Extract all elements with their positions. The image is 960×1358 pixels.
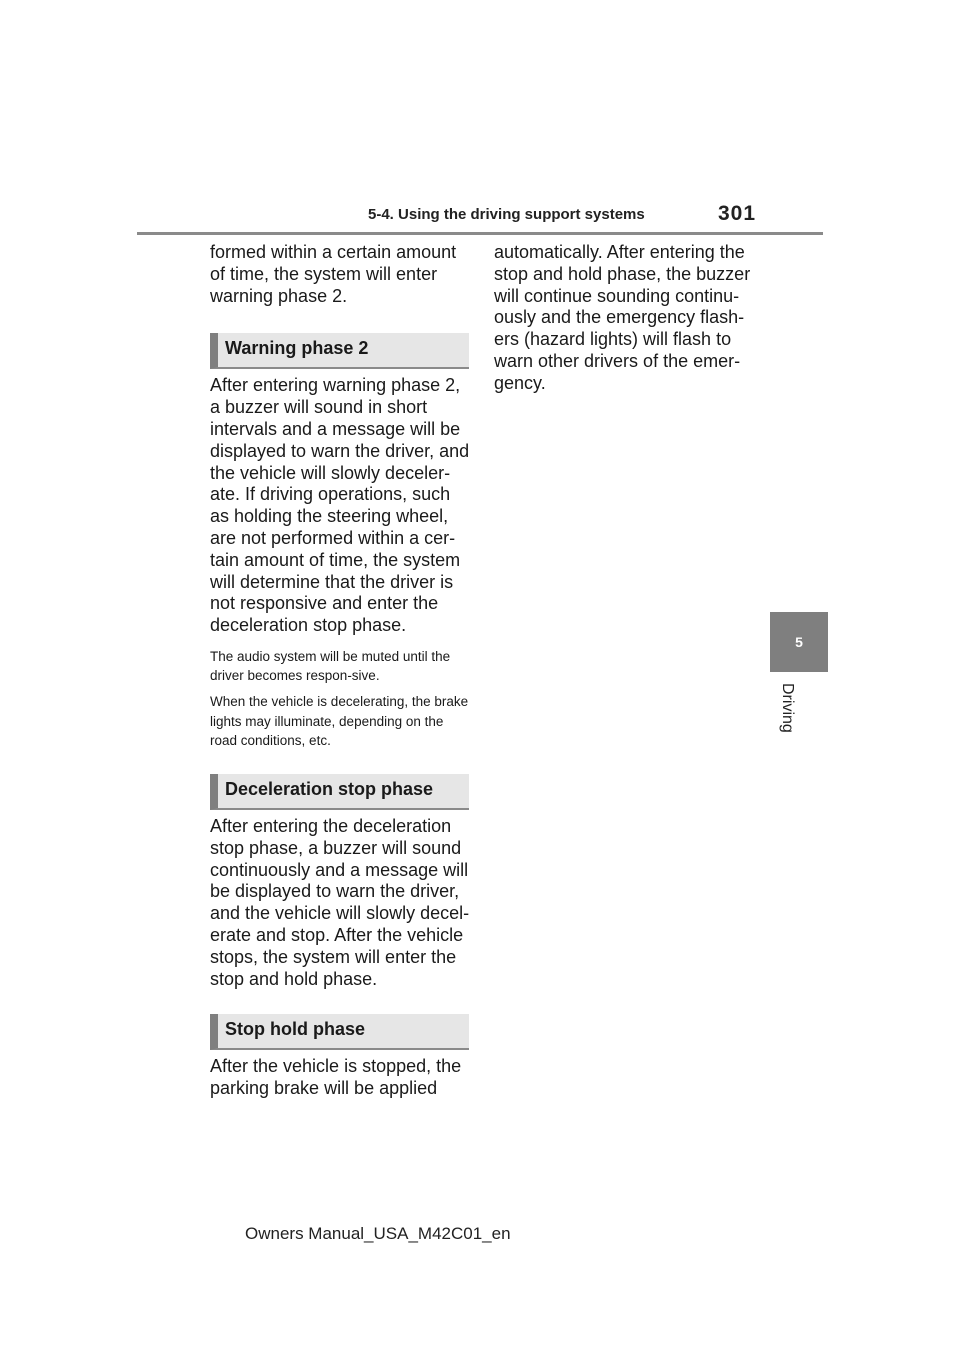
right-column — [494, 240, 756, 395]
footer-manual-id: Owners Manual_USA_M42C01_en — [245, 1224, 511, 1243]
page-number: 301 — [718, 202, 757, 225]
chapter-label: Driving — [779, 683, 796, 733]
deceleration-stop-phase-heading-text: Deceleration stop phase — [225, 778, 434, 799]
warning-phase-2-heading — [210, 333, 469, 369]
left-column — [210, 240, 472, 1100]
stop-hold-phase-heading-text: Stop hold phase — [225, 1019, 366, 1040]
warning-phase-2-heading-text: Warning phase 2 — [225, 338, 369, 359]
section-title: 5-4. Using the driving support systems — [368, 206, 645, 223]
deceleration-stop-phase-body: After entering the deceleration stop phase, a buzzer will sound continuously and a message will be displayed to warn the driver, and the vehicle will slowly decel-erate and stop. After the vehicle stops, the system will enter the stop and hold phase. — [210, 815, 470, 989]
header-divider — [137, 232, 823, 235]
intro-paragraph: formed within a certain amount of time, the system will enter warning phase 2. — [210, 242, 457, 306]
warning-phase-2-note-1: The audio system will be muted until the driver becomes respon-sive. — [210, 648, 451, 684]
warning-phase-2-note-2: When the vehicle is decelerating, the brake lights may illuminate, depending on the road conditions, etc. — [210, 694, 469, 748]
warning-phase-2-body: After entering warning phase 2, a buzzer will sound in short intervals and a message will be displayed to warn the driver, and the vehicle will slowly deceler-ate. If driving operations, such as holding the steering wheel, are not performed within a cer-tain amount of time, the system will determine that the driver is not responsive and enter the deceleration stop phase. — [210, 375, 470, 636]
chapter-number: 5 — [795, 634, 803, 650]
deceleration-stop-phase-heading — [210, 774, 469, 810]
chapter-tab — [770, 612, 828, 672]
stop-hold-phase-body: After the vehicle is stopped, the parking brake will be applied — [210, 1056, 462, 1099]
stop-hold-phase-heading — [210, 1014, 469, 1050]
right-column-paragraph: automatically. After entering the stop and hold phase, the buzzer will continue sounding continu-ously and the emergency flash-ers (hazard lights) will flash to warn other drivers of the emer-gency. — [494, 242, 751, 393]
